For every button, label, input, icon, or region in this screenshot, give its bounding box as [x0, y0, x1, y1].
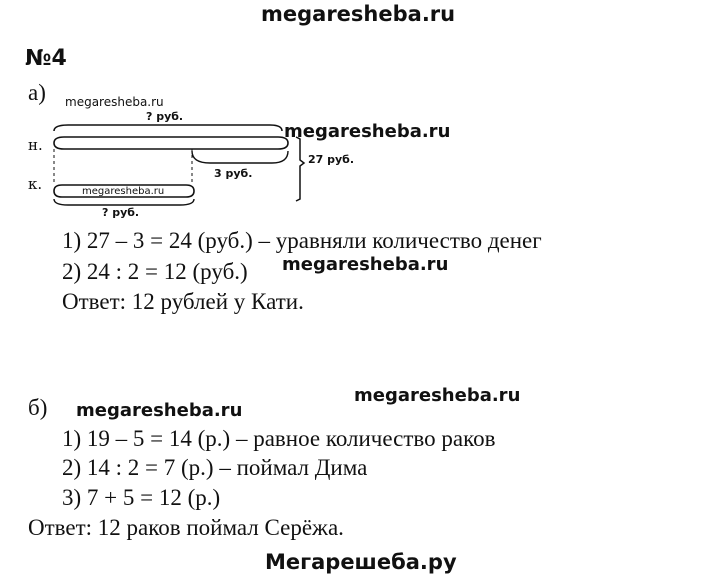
total-label: 27 руб. — [308, 153, 355, 166]
difference-label: 3 руб. — [214, 167, 253, 180]
row-n-label: н. — [28, 136, 43, 154]
difference-brace — [192, 151, 288, 163]
top-question-label: ? руб. — [146, 110, 184, 123]
part-a-answer: Ответ: 12 рублей у Кати. — [62, 289, 304, 314]
part-b-answer: Ответ: 12 раков поймал Серёжа. — [28, 515, 344, 540]
diagram-watermark-top: megaresheba.ru — [65, 95, 164, 109]
part-b-step-3: 3) 7 + 5 = 12 (р.) — [62, 485, 221, 510]
row-k-label: к. — [28, 175, 43, 193]
part-b-label: б) — [28, 395, 48, 420]
step-watermark: megaresheba.ru — [282, 254, 449, 275]
part-a-label: а) — [28, 80, 46, 105]
bottom-question-label: ? руб. — [102, 206, 140, 219]
bottom-brace — [54, 199, 194, 205]
part-b-step-1: 1) 19 – 5 = 14 (р.) – равное количество раков — [62, 426, 496, 451]
part-b-step-2: 2) 14 : 2 = 7 (р.) – поймал Дима — [62, 455, 368, 480]
total-brace — [296, 137, 304, 201]
task-number: №4 — [25, 46, 67, 71]
part-a-step-1: 1) 27 – 3 = 24 (руб.) – уравняли количество денег — [62, 228, 542, 253]
footer-watermark: Мегарешеба.ру — [265, 550, 457, 574]
part-b-watermark: megaresheba.ru — [76, 400, 243, 421]
top-brace — [54, 125, 282, 131]
diagram-watermark-right: megaresheba.ru — [284, 121, 451, 142]
part-a-step-2: 2) 24 : 2 = 12 (руб.) — [62, 259, 248, 284]
bar-n — [54, 137, 288, 149]
header-watermark: megaresheba.ru — [261, 2, 456, 26]
middle-watermark: megaresheba.ru — [354, 385, 521, 406]
diagram-watermark-box: megaresheba.ru — [82, 186, 165, 197]
